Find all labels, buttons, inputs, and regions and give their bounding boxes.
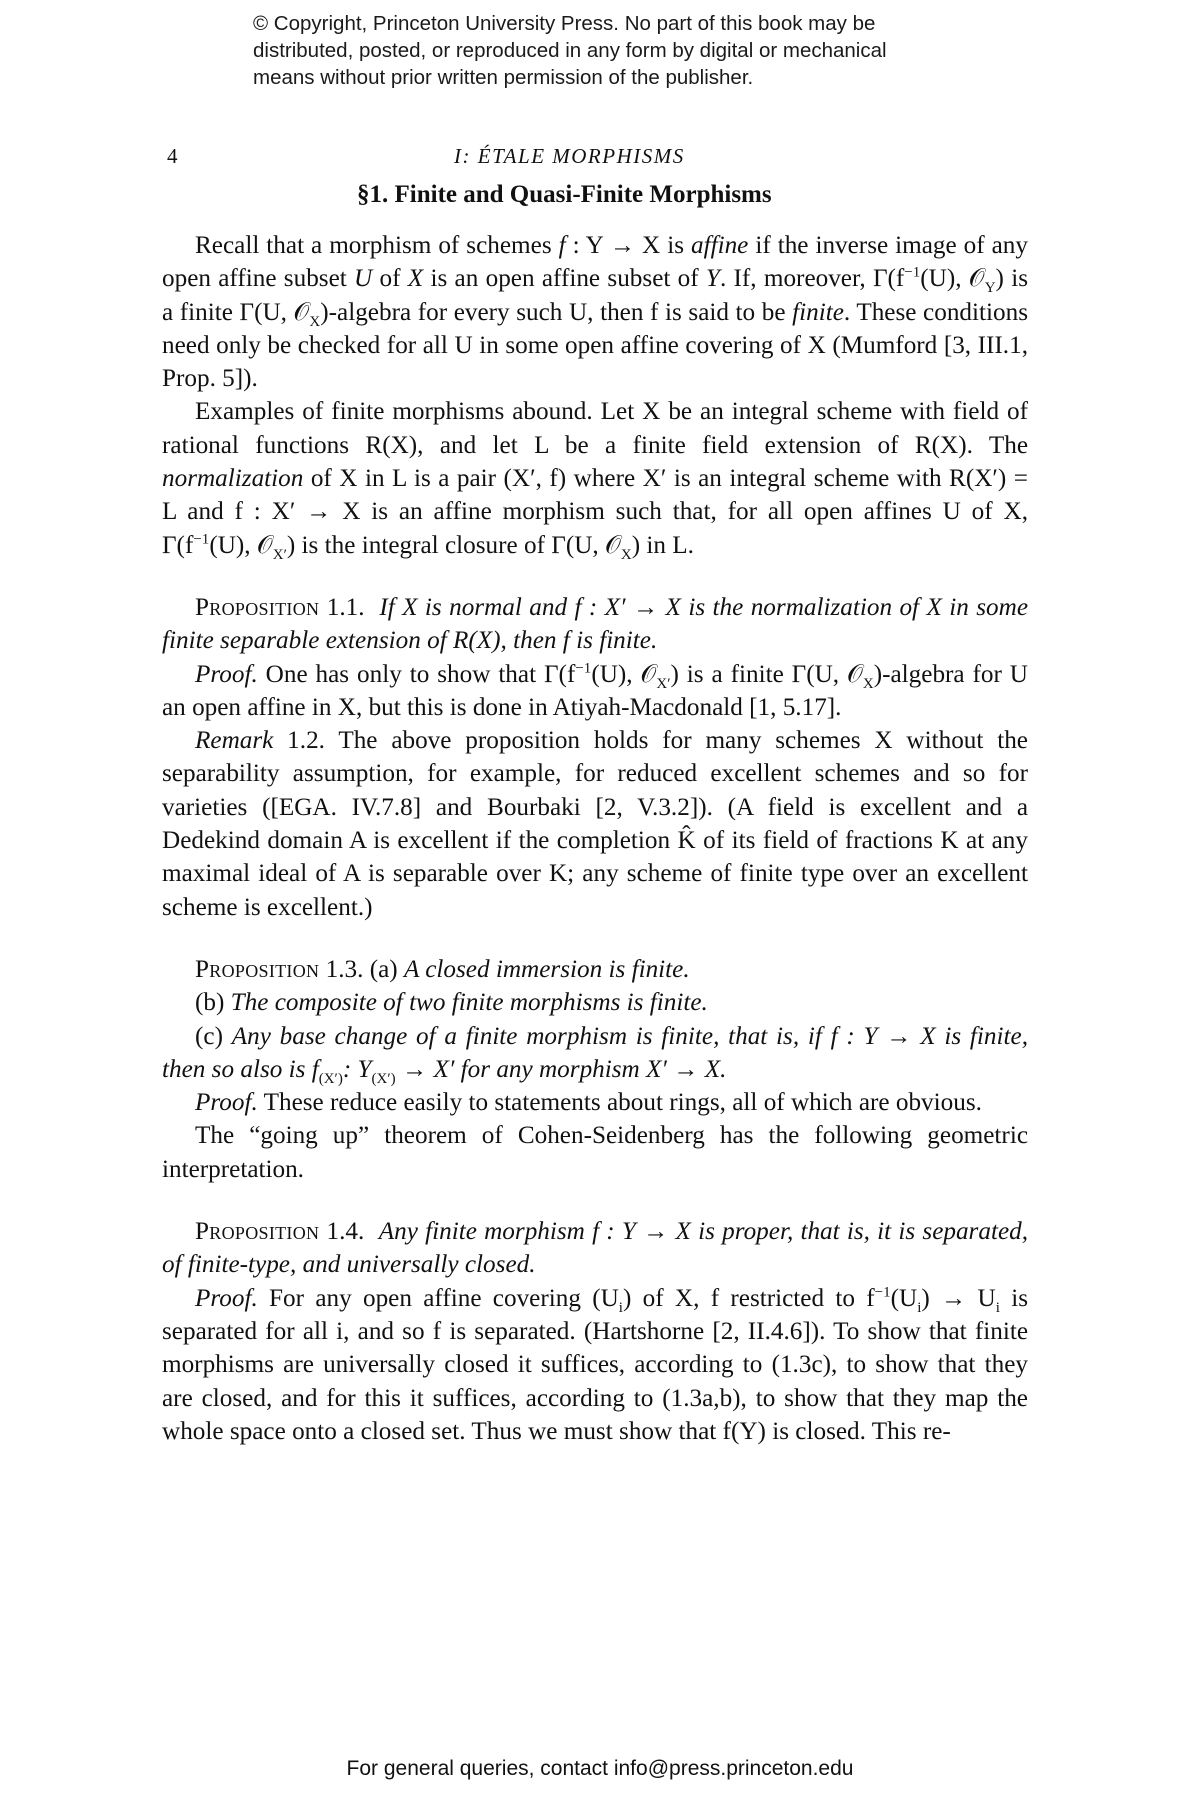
- paragraph-normalization: Examples of finite morphisms abound. Let X be an integral scheme with field of rational functions R(X), and let L be a finite field extension of R(X). The normalization of X in L is a pair (X′, f) where X′ is an integral scheme with R(X′) = L and f : X′ → X is an affine morphism such that, for all open affines U of X, $\Gamma(f^{-1}(U)$, 𝒪$_{X'}$) is the integral closure of Γ(U, 𝒪$_X$) in L.: [162, 398, 1028, 563]
- proposition-1-3: Proposition 1.3. (a) A closed immersion is finite.: [195, 955, 690, 983]
- chapter-title: I: ÉTALE MORPHISMS: [454, 144, 685, 168]
- page-number: 4: [167, 144, 178, 168]
- section-title: §1. Finite and Quasi-Finite Morphisms: [357, 181, 772, 208]
- proposition-1-4: Proposition 1.4. Any finite morphism f : Y → X is proper, that is, it is separated, of finite-type, and universally closed.: [162, 1218, 1029, 1279]
- paragraph-going-up: The “going up” theorem of Cohen-Seidenberg has the following geometric interpretation.: [162, 1122, 1028, 1183]
- footer-contact: For general queries, contact info@press.princeton.edu: [346, 1757, 854, 1780]
- copyright-line: © Copyright, Princeton University Press. No part of this book may be: [253, 12, 876, 35]
- proof-1-1: Proof. One has only to show that $\Gamma(f^{-1}(U)$, 𝒪$_{X'}$) is a finite Γ(U, 𝒪$_X$)-algebra for U an open affine in X, but this is done in Atiyah-Macdonald [1, 5.17].: [162, 660, 1028, 721]
- copyright-line: means without prior written permission of the publisher.: [253, 66, 754, 89]
- paragraph-affine-definition: Recall that a morphism of schemes f : Y → X is affine if the inverse image of any open affine subset U of X is an open affine subset of Y. If, moreover, $\Gamma(f^{-1}(U)$, 𝒪$_Y$) is a finite Γ(U, 𝒪$_X$)-algebra for every such U, then f is said to be finite. These conditions need only be checked for all U in some open affine covering of X (Mumford [3, III.1, Prop. 5]).: [162, 232, 1028, 393]
- proposition-1-3-c: (c) Any base change of a finite morphism is finite, that is, if f : Y → X is finite, then so also is $f_{(X')}$: $Y_{(X')} \to X'$ for any morphism X′ → X.: [162, 1022, 1028, 1087]
- body-text: [162, 229, 1028, 1448]
- copyright-notice: [253, 10, 1013, 91]
- running-head: [0, 144, 1200, 174]
- copyright-line: distributed, posted, or reproduced in any form by digital or mechanical: [253, 39, 887, 62]
- proof-1-3: Proof. These reduce easily to statements about rings, all of which are obvious.: [195, 1089, 982, 1117]
- proposition-1-1: Proposition 1.1. If X is normal and f : X′ → X is the normalization of X in some finite separable extension of R(X), then f is finite.: [162, 593, 1029, 655]
- remark-1-2: Remark 1.2. The above proposition holds for many schemes X without the separability assumption, for example, for reduced excellent schemes and so for varieties ([EGA. IV.7.8] and Bourbaki [2, V.3.2]). (A field is excellent and a Dedekind domain A is excellent if the completion K̂ of its field of fractions K at any maximal ideal of A is separable over K; any scheme of finite type over an excellent scheme is excellent.): [162, 727, 1028, 921]
- proposition-1-3-b: (b) The composite of two finite morphisms is finite.: [195, 989, 708, 1017]
- proof-1-4: Proof. For any open affine covering $(U_i)$ of X, f restricted to $f^{-1}(U_i) \to U_i$ is separated for all i, and so f is separated. (Hartshorne [2, II.4.6]). To show that finite morphisms are universally closed it suffices, according to (1.3c), to show that they are closed, and for this it suffices, according to (1.3a,b), to show that they map the whole space onto a closed set. Thus we must show that f(Y) is closed. This re-: [162, 1284, 1028, 1445]
